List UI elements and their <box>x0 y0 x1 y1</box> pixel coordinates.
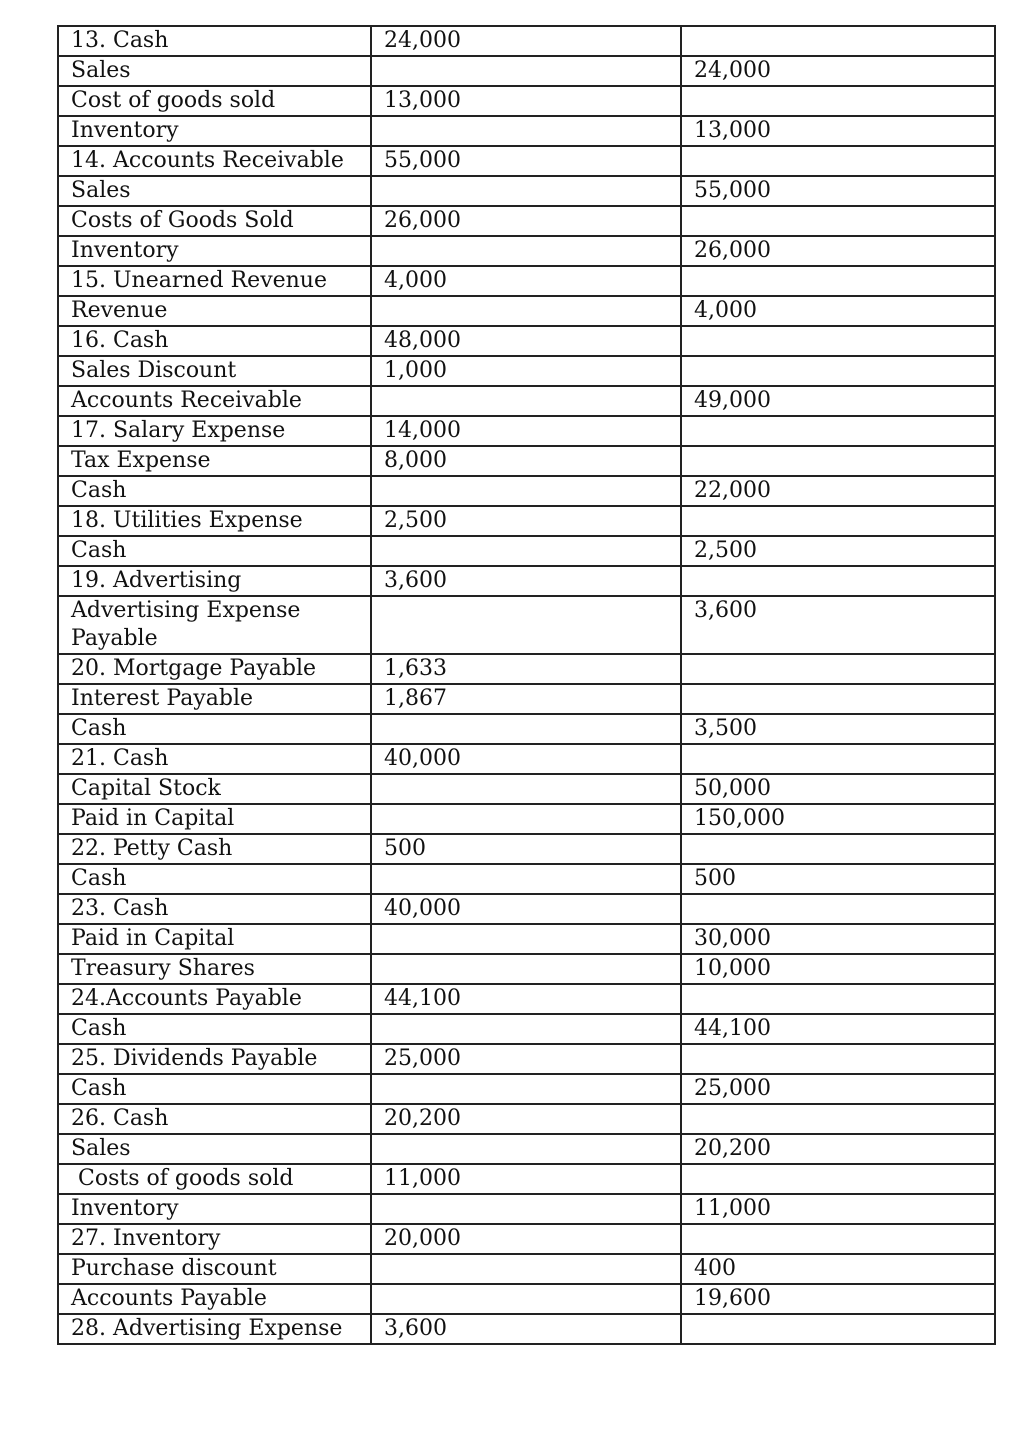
table-row <box>58 864 995 894</box>
account-cell: 17. Salary Expense <box>58 416 371 446</box>
debit-cell: 1,633 <box>371 654 681 684</box>
account-cell: 25. Dividends Payable <box>58 1044 371 1074</box>
credit-cell <box>681 146 995 176</box>
debit-cell: 8,000 <box>371 446 681 476</box>
debit-cell: 40,000 <box>371 894 681 924</box>
debit-cell <box>371 296 681 326</box>
credit-cell: 19,600 <box>681 1284 995 1314</box>
debit-cell <box>371 56 681 86</box>
credit-cell: 50,000 <box>681 774 995 804</box>
table-row <box>58 654 995 684</box>
debit-cell <box>371 536 681 566</box>
table-row <box>58 1164 995 1194</box>
account-cell: Paid in Capital <box>58 804 371 834</box>
credit-cell: 2,500 <box>681 536 995 566</box>
account-cell: 28. Advertising Expense <box>58 1314 371 1344</box>
journal-body <box>58 26 995 1344</box>
table-row <box>58 714 995 744</box>
credit-cell: 4,000 <box>681 296 995 326</box>
table-row <box>58 834 995 864</box>
table-row <box>58 356 995 386</box>
account-cell: Revenue <box>58 296 371 326</box>
table-row <box>58 236 995 266</box>
account-cell: Sales <box>58 1134 371 1164</box>
table-row <box>58 446 995 476</box>
table-row <box>58 296 995 326</box>
table-row <box>58 684 995 714</box>
credit-cell <box>681 654 995 684</box>
debit-cell <box>371 386 681 416</box>
debit-cell <box>371 596 681 654</box>
debit-cell <box>371 714 681 744</box>
table-row <box>58 774 995 804</box>
debit-cell: 11,000 <box>371 1164 681 1194</box>
debit-cell: 40,000 <box>371 744 681 774</box>
table-row <box>58 804 995 834</box>
account-cell: 14. Accounts Receivable <box>58 146 371 176</box>
debit-cell <box>371 1284 681 1314</box>
table-row <box>58 326 995 356</box>
credit-cell <box>681 326 995 356</box>
table-row <box>58 206 995 236</box>
table-row <box>58 1314 995 1344</box>
table-row <box>58 506 995 536</box>
credit-cell: 30,000 <box>681 924 995 954</box>
credit-cell <box>681 266 995 296</box>
debit-cell: 20,000 <box>371 1224 681 1254</box>
account-cell: Cash <box>58 714 371 744</box>
credit-cell <box>681 894 995 924</box>
table-row <box>58 1074 995 1104</box>
account-cell: Interest Payable <box>58 684 371 714</box>
table-row <box>58 86 995 116</box>
debit-cell: 4,000 <box>371 266 681 296</box>
credit-cell <box>681 1044 995 1074</box>
credit-cell <box>681 1104 995 1134</box>
credit-cell <box>681 834 995 864</box>
table-row <box>58 416 995 446</box>
debit-cell: 3,600 <box>371 566 681 596</box>
table-row <box>58 566 995 596</box>
account-cell: Sales <box>58 56 371 86</box>
debit-cell: 1,000 <box>371 356 681 386</box>
account-cell: Cash <box>58 1074 371 1104</box>
account-cell: 23. Cash <box>58 894 371 924</box>
debit-cell: 26,000 <box>371 206 681 236</box>
account-cell: 13. Cash <box>58 26 371 56</box>
debit-cell: 55,000 <box>371 146 681 176</box>
credit-cell: 3,500 <box>681 714 995 744</box>
debit-cell: 13,000 <box>371 86 681 116</box>
credit-cell: 20,200 <box>681 1134 995 1164</box>
table-row <box>58 744 995 774</box>
debit-cell: 20,200 <box>371 1104 681 1134</box>
credit-cell: 150,000 <box>681 804 995 834</box>
journal-table <box>57 25 996 1345</box>
account-cell: 20. Mortgage Payable <box>58 654 371 684</box>
table-row <box>58 116 995 146</box>
credit-cell <box>681 26 995 56</box>
credit-cell: 26,000 <box>681 236 995 266</box>
account-cell: Advertising Expense Payable <box>58 596 371 654</box>
account-cell: 27. Inventory <box>58 1224 371 1254</box>
table-row <box>58 1134 995 1164</box>
table-row <box>58 954 995 984</box>
credit-cell <box>681 1164 995 1194</box>
account-cell: 15. Unearned Revenue <box>58 266 371 296</box>
account-cell: Tax Expense <box>58 446 371 476</box>
account-cell: Sales <box>58 176 371 206</box>
account-cell: Paid in Capital <box>58 924 371 954</box>
credit-cell <box>681 206 995 236</box>
credit-cell <box>681 446 995 476</box>
credit-cell: 44,100 <box>681 1014 995 1044</box>
account-cell: 16. Cash <box>58 326 371 356</box>
table-row <box>58 1224 995 1254</box>
account-cell: 18. Utilities Expense <box>58 506 371 536</box>
account-cell: 21. Cash <box>58 744 371 774</box>
table-row <box>58 1194 995 1224</box>
account-cell: Cash <box>58 864 371 894</box>
credit-cell: 3,600 <box>681 596 995 654</box>
credit-cell <box>681 1314 995 1344</box>
debit-cell <box>371 1194 681 1224</box>
debit-cell <box>371 954 681 984</box>
credit-cell: 10,000 <box>681 954 995 984</box>
account-cell: Costs of Goods Sold <box>58 206 371 236</box>
credit-cell: 24,000 <box>681 56 995 86</box>
account-cell: Accounts Payable <box>58 1284 371 1314</box>
account-cell: Costs of goods sold <box>58 1164 371 1194</box>
credit-cell: 25,000 <box>681 1074 995 1104</box>
account-cell: Inventory <box>58 116 371 146</box>
table-row <box>58 476 995 506</box>
account-cell: Accounts Receivable <box>58 386 371 416</box>
credit-cell: 49,000 <box>681 386 995 416</box>
account-cell: Cash <box>58 1014 371 1044</box>
credit-cell <box>681 984 995 1014</box>
table-row <box>58 1044 995 1074</box>
account-cell: Sales Discount <box>58 356 371 386</box>
debit-cell <box>371 924 681 954</box>
table-row <box>58 984 995 1014</box>
account-cell: Cost of goods sold <box>58 86 371 116</box>
table-row <box>58 894 995 924</box>
debit-cell <box>371 236 681 266</box>
credit-cell <box>681 356 995 386</box>
credit-cell <box>681 684 995 714</box>
table-row <box>58 1254 995 1284</box>
credit-cell <box>681 86 995 116</box>
debit-cell: 3,600 <box>371 1314 681 1344</box>
credit-cell <box>681 506 995 536</box>
debit-cell <box>371 774 681 804</box>
debit-cell: 1,867 <box>371 684 681 714</box>
account-cell: 19. Advertising <box>58 566 371 596</box>
account-cell: Treasury Shares <box>58 954 371 984</box>
account-cell: Cash <box>58 536 371 566</box>
table-row <box>58 1014 995 1044</box>
account-cell: 22. Petty Cash <box>58 834 371 864</box>
credit-cell: 500 <box>681 864 995 894</box>
debit-cell <box>371 1074 681 1104</box>
table-row <box>58 1284 995 1314</box>
credit-cell <box>681 744 995 774</box>
table-row <box>58 536 995 566</box>
account-cell: Purchase discount <box>58 1254 371 1284</box>
debit-cell: 2,500 <box>371 506 681 536</box>
debit-cell: 500 <box>371 834 681 864</box>
debit-cell <box>371 1014 681 1044</box>
debit-cell: 44,100 <box>371 984 681 1014</box>
debit-cell: 48,000 <box>371 326 681 356</box>
table-row <box>58 386 995 416</box>
debit-cell <box>371 1134 681 1164</box>
account-cell: Inventory <box>58 236 371 266</box>
table-row <box>58 596 995 654</box>
journal-sheet <box>57 25 996 1345</box>
debit-cell <box>371 1254 681 1284</box>
table-row <box>58 26 995 56</box>
debit-cell <box>371 804 681 834</box>
credit-cell: 13,000 <box>681 116 995 146</box>
table-row <box>58 1104 995 1134</box>
table-row <box>58 56 995 86</box>
debit-cell <box>371 476 681 506</box>
credit-cell: 11,000 <box>681 1194 995 1224</box>
table-row <box>58 146 995 176</box>
credit-cell: 400 <box>681 1254 995 1284</box>
account-cell: Inventory <box>58 1194 371 1224</box>
debit-cell <box>371 864 681 894</box>
account-cell: 24.Accounts Payable <box>58 984 371 1014</box>
credit-cell <box>681 1224 995 1254</box>
debit-cell: 25,000 <box>371 1044 681 1074</box>
credit-cell <box>681 566 995 596</box>
debit-cell <box>371 116 681 146</box>
account-cell: 26. Cash <box>58 1104 371 1134</box>
debit-cell <box>371 176 681 206</box>
account-cell: Capital Stock <box>58 774 371 804</box>
table-row <box>58 176 995 206</box>
account-cell: Cash <box>58 476 371 506</box>
debit-cell: 14,000 <box>371 416 681 446</box>
credit-cell <box>681 416 995 446</box>
debit-cell: 24,000 <box>371 26 681 56</box>
credit-cell: 55,000 <box>681 176 995 206</box>
table-row <box>58 266 995 296</box>
table-row <box>58 924 995 954</box>
credit-cell: 22,000 <box>681 476 995 506</box>
